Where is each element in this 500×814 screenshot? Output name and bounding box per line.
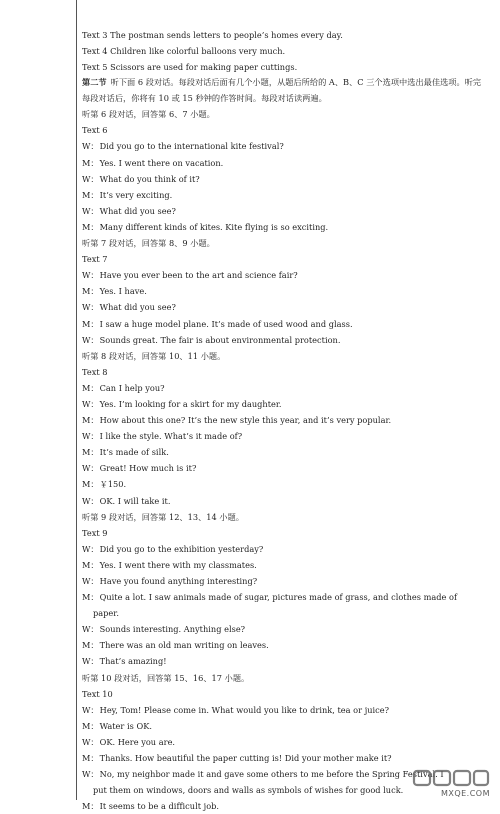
dialogue-text: Many different kinds of kites. Kite flying is so exciting.	[99, 221, 329, 232]
text-line: Text 6	[82, 125, 108, 136]
text-line: Text 10	[82, 688, 113, 699]
dialogue-line	[82, 493, 484, 509]
speaker-label: M：	[82, 592, 99, 603]
dialogue-text: Can I help you?	[99, 382, 165, 393]
dialogue-text: I saw a huge model plane. It’s made of used wood and glass.	[99, 318, 353, 329]
dialogue-text: Yes. I’m looking for a skirt for my daughter.	[99, 398, 282, 409]
dialogue-line	[82, 219, 484, 235]
dialogue-text: Yes. I went there with my classmates.	[99, 559, 257, 570]
text-line: Text 3 The postman sends letters to people’s homes every day.	[82, 30, 343, 40]
text-line: 听第 7 段对话，回答第 8、9 小题。	[82, 238, 215, 249]
dialogue-text: What did you see?	[99, 205, 176, 216]
dialogue-line	[82, 798, 484, 814]
speaker-label: M：	[82, 189, 99, 200]
speaker-label: M：	[82, 382, 99, 393]
dialogue-line	[82, 589, 484, 605]
dialogue-text: That’s amazing!	[99, 656, 167, 667]
watermark-text: MXQE.COM	[440, 789, 490, 798]
dialogue-text: Thanks. How beautiful the paper cutting is! Did your mother make it?	[99, 753, 392, 764]
speaker-label: W：	[82, 463, 99, 474]
speaker-label: W：	[82, 769, 99, 780]
speaker-label: M：	[82, 447, 99, 458]
transcript-content	[82, 27, 484, 814]
dialogue-text: Quite a lot. I saw animals made of sugar, pictures made of grass, and clothes made of	[99, 592, 458, 603]
dialogue-line	[82, 187, 484, 203]
speaker-label: M：	[82, 415, 99, 426]
dialogue-text: How about this one? It’s the new style this year, and it’s very popular.	[99, 415, 392, 426]
dialogue-line	[82, 637, 484, 653]
dialogue-line	[82, 702, 484, 718]
dialogue-line	[82, 155, 484, 171]
speaker-label: W：	[82, 495, 99, 506]
text-line: Text 5 Scissors are used for making paper cuttings.	[82, 62, 298, 73]
dialogue-text: Have you found anything interesting?	[99, 576, 258, 586]
dialogue-line	[82, 460, 484, 476]
dialogue-text: Hey, Tom! Please come in. What would you like to drink, tea or juice?	[99, 704, 390, 715]
text-line: 听第 10 段对话，回答第 15、16、17 小题。	[82, 672, 250, 683]
speaker-label: M：	[82, 286, 99, 297]
speaker-label: M：	[82, 753, 99, 764]
text-line: 听第 8 段对话，回答第 10、11 小题。	[82, 350, 226, 361]
dialogue-text: What do you think of it?	[99, 173, 200, 184]
dialogue-line	[82, 203, 484, 219]
speaker-label: W：	[82, 398, 99, 409]
speaker-label: M：	[82, 640, 99, 651]
dialogue-line	[82, 380, 484, 396]
dialogue-text: It seems to be a difficult job.	[99, 801, 220, 812]
speaker-label: W：	[82, 334, 99, 345]
dialogue-line	[82, 718, 484, 734]
dialogue-text: Yes. I have.	[99, 286, 147, 297]
dialogue-continuation: put them on windows, doors and walls as symbols of wishes for good luck.	[93, 785, 404, 796]
dialogue-text: Sounds great. The fair is about environmental protection.	[99, 334, 341, 345]
dialogue-text: It’s very exciting.	[99, 189, 173, 200]
dialogue-text: Sounds interesting. Anything else?	[99, 624, 246, 635]
speaker-label: M：	[82, 720, 99, 731]
text-line: Text 4 Children like colorful balloons very much.	[82, 46, 286, 57]
dialogue-text: Yes. I went there on vacation.	[99, 157, 224, 168]
dialogue-text: No, my neighbor made it and gave some others to me before the Spring Festival. I	[99, 769, 444, 780]
text-line: Text 7	[82, 254, 108, 265]
dialogue-line	[82, 299, 484, 315]
dialogue-line	[82, 734, 484, 750]
section-instruction	[82, 75, 484, 106]
dialogue-line	[82, 332, 484, 348]
dialogue-text: Water is OK.	[99, 720, 152, 731]
speaker-label: M：	[82, 801, 99, 812]
speaker-label: W：	[82, 576, 99, 586]
dialogue-line	[82, 428, 484, 444]
speaker-label: M：	[82, 318, 99, 329]
dialogue-text: ￥150.	[99, 479, 127, 490]
text-line: Text 8	[82, 366, 108, 377]
dialogue-line	[82, 444, 484, 460]
dialogue-line	[82, 573, 484, 589]
speaker-label: W：	[82, 302, 99, 313]
dialogue-text: Great! How much is it?	[99, 463, 197, 474]
speaker-label: W：	[82, 624, 99, 635]
dialogue-line	[82, 396, 484, 412]
dialogue-line	[82, 750, 484, 766]
dialogue-text: What did you see?	[99, 302, 176, 313]
dialogue-line	[82, 541, 484, 557]
speaker-label: M：	[82, 221, 99, 232]
speaker-label: W：	[82, 141, 99, 152]
speaker-label: W：	[82, 270, 99, 281]
dialogue-text: OK. I will take it.	[99, 495, 171, 506]
speaker-label: W：	[82, 704, 99, 715]
dialogue-text: Did you go to the exhibition yesterday?	[99, 543, 264, 554]
dialogue-line	[82, 316, 484, 332]
speaker-label: W：	[82, 736, 99, 747]
dialogue-line	[82, 621, 484, 637]
speaker-label: M：	[82, 479, 99, 490]
dialogue-line	[82, 557, 484, 573]
dialogue-line	[82, 476, 484, 492]
speaker-label: M：	[82, 157, 99, 168]
text-line: Text 9	[82, 527, 108, 538]
speaker-label: W：	[82, 173, 99, 184]
dialogue-line	[82, 412, 484, 428]
dialogue-line	[82, 267, 484, 283]
dialogue-text: OK. Here you are.	[99, 736, 176, 747]
dialogue-text: Did you go to the international kite festival?	[99, 141, 284, 152]
dialogue-line	[82, 283, 484, 299]
section-label: 第二节	[82, 77, 107, 88]
section-text: 听下面 6 段对话。每段对话后面有几个小题，从题后所给的 A、B、C 三个选项中选出最佳选项。听完每段对话后，你将有 10 或 15 秒钟的作答时间。每段对话读两遍。	[82, 77, 482, 103]
dialogue-line	[82, 653, 484, 669]
speaker-label: W：	[82, 543, 99, 554]
dialogue-text: It’s made of silk.	[99, 447, 169, 458]
dialogue-line	[82, 171, 484, 187]
dialogue-text: There was an old man writing on leaves.	[99, 640, 269, 651]
dialogue-line	[82, 138, 484, 154]
dialogue-text: Have you ever been to the art and science fair?	[99, 270, 298, 281]
text-line: 听第 9 段对话，回答第 12、13、14 小题。	[82, 511, 244, 522]
speaker-label: W：	[82, 431, 99, 442]
speaker-label: M：	[82, 559, 99, 570]
dialogue-text: I like the style. What’s it made of?	[99, 431, 243, 442]
speaker-label: W：	[82, 205, 99, 216]
text-line: 听第 6 段对话，回答第 6、7 小题。	[82, 109, 215, 120]
dialogue-continuation: paper.	[93, 608, 119, 619]
margin-rule	[76, 0, 77, 800]
speaker-label: W：	[82, 656, 99, 667]
